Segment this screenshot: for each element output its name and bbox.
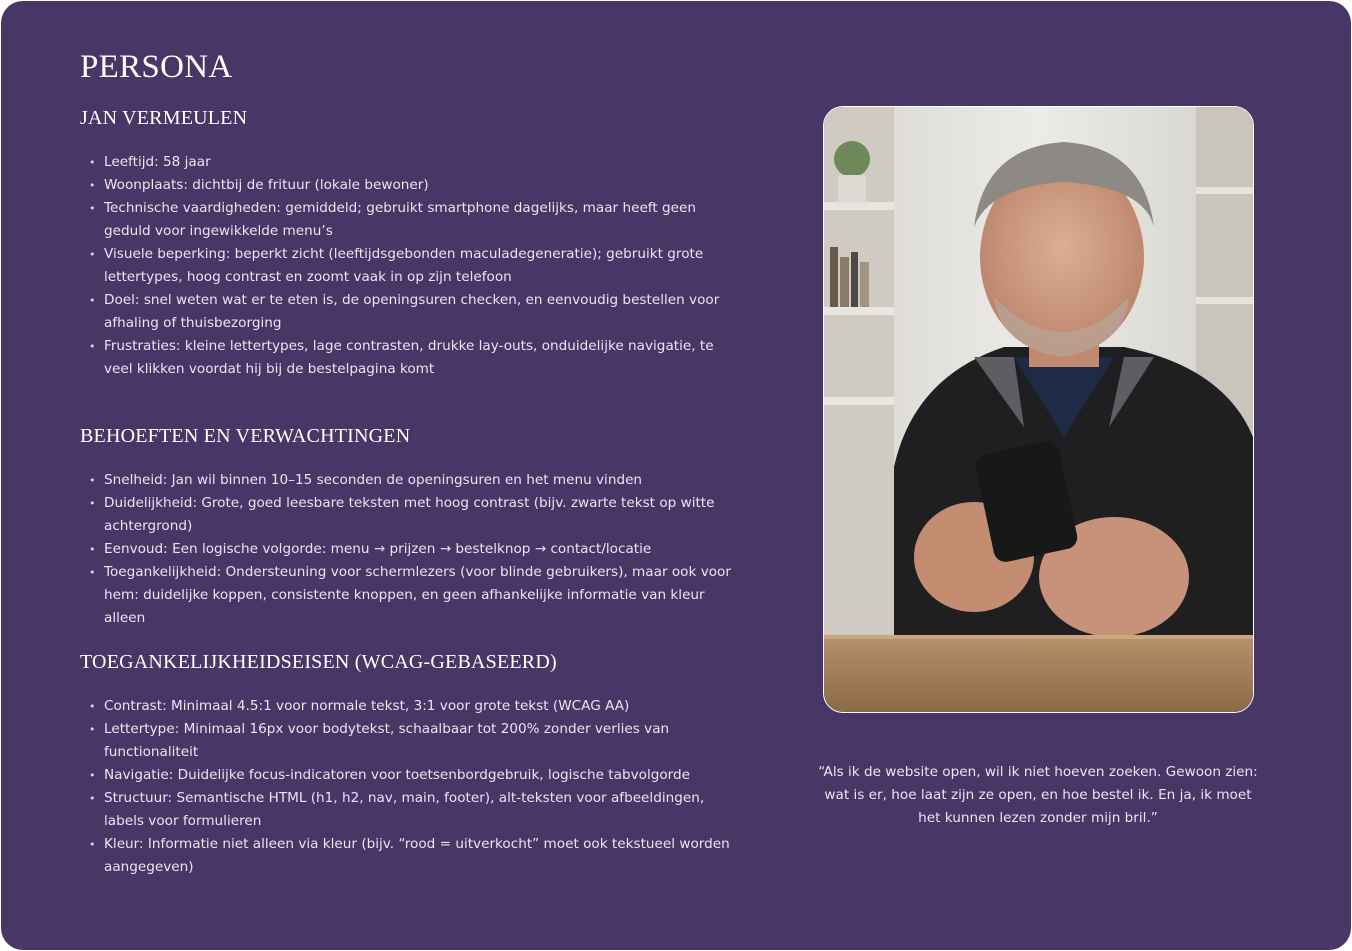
list-item: • Snelheid: Jan wil binnen 10–15 seconden de openingsuren en het menu vinden xyxy=(80,469,740,492)
profile-list xyxy=(80,151,740,381)
list-item: • Frustraties: kleine lettertypes, lage contrasten, drukke lay-outs, onduidelijke navigatie, te veel klikken voordat hij bij de bestelpagina komt xyxy=(80,335,740,381)
list-item: • Duidelijkheid: Grote, goed leesbare teksten met hoog contrast (bijv. zwarte tekst op witte achtergrond) xyxy=(80,492,740,538)
list-item: • Navigatie: Duidelijke focus-indicatoren voor toetsenbordgebruik, logische tabvolgorde xyxy=(80,764,740,787)
list-item: • Doel: snel weten wat er te eten is, de openingsuren checken, en eenvoudig bestellen voor afhaling of thuisbezorging xyxy=(80,289,740,335)
persona-card xyxy=(1,1,1351,950)
requirements-list xyxy=(80,695,740,879)
list-item: • Structuur: Semantische HTML (h1, h2, nav, main, footer), alt-teksten voor afbeeldingen, labels voor formulieren xyxy=(80,787,740,833)
page-title: PERSONA xyxy=(80,49,233,85)
list-item: • Eenvoud: Een logische volgorde: menu → prijzen → bestelknop → contact/locatie xyxy=(80,538,740,561)
list-item: • Woonplaats: dichtbij de frituur (lokale bewoner) xyxy=(80,174,740,197)
persona-name: JAN VERMEULEN xyxy=(80,107,248,129)
requirements-heading: TOEGANKELIJKHEIDSEISEN (WCAG-GEBASEERD) xyxy=(80,651,557,673)
list-item: • Contrast: Minimaal 4.5:1 voor normale tekst, 3:1 voor grote tekst (WCAG AA) xyxy=(80,695,740,718)
needs-list xyxy=(80,469,740,630)
persona-photo xyxy=(823,106,1254,713)
persona-quote: “Als ik de website open, wil ik niet hoeven zoeken. Gewoon zien: wat is er, hoe laat zijn ze open, en hoe bestel ik. En ja, ik moet het kunnen lezen zonder mijn bril.” xyxy=(818,764,1258,826)
list-item: • Leeftijd: 58 jaar xyxy=(80,151,740,174)
needs-heading: BEHOEFTEN EN VERWACHTINGEN xyxy=(80,425,411,447)
list-item: • Kleur: Informatie niet alleen via kleur (bijv. “rood = uitverkocht” moet ook tekstueel worden aangegeven) xyxy=(80,833,740,879)
list-item: • Technische vaardigheden: gemiddeld; gebruikt smartphone dagelijks, maar heeft geen geduld voor ingewikkelde menu’s xyxy=(80,197,740,243)
list-item: • Lettertype: Minimaal 16px voor bodytekst, schaalbaar tot 200% zonder verlies van functionaliteit xyxy=(80,718,740,764)
man-with-smartphone-photo xyxy=(824,107,1253,712)
list-item: • Visuele beperking: beperkt zicht (leeftijdsgebonden maculadegeneratie); gebruikt grote lettertypes, hoog contrast en zoomt vaak in op zijn telefoon xyxy=(80,243,740,289)
list-item: • Toegankelijkheid: Ondersteuning voor schermlezers (voor blinde gebruikers), maar ook voor hem: duidelijke koppen, consistente knoppen, en geen afhankelijke informatie van kleur alleen xyxy=(80,561,740,630)
